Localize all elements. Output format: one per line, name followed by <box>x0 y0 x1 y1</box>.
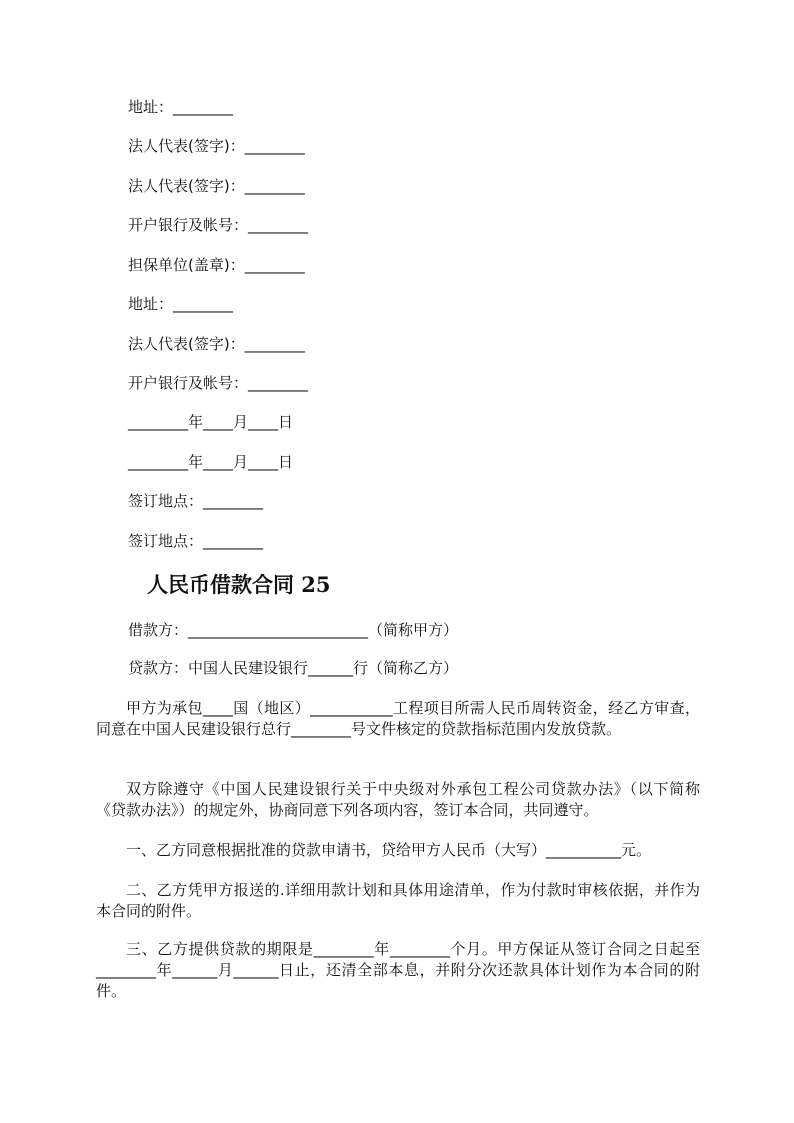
signature-legal-rep-2: 法人代表(签字)：________ <box>128 177 305 195</box>
paragraph-compliance: 双方除遵守《中国人民建设银行关于中央级对外承包工程公司贷款办法》（以下简称《贷款办法》）的规定外，协商同意下列各项内容，签订本合同，共同遵守。 <box>96 780 700 819</box>
signature-address-1: 地址：________ <box>128 98 234 116</box>
signature-bank-account-2: 开户银行及帐号：________ <box>128 374 309 392</box>
signature-guarantor-unit: 担保单位(盖章)：________ <box>128 256 305 274</box>
lender-line: 贷款方：中国人民建设银行______行（简称乙方） <box>128 659 459 677</box>
paragraph-clause-3: 三、乙方提供贷款的期限是________年________个月。甲方保证从签订合同之日起至________年______月______日止，还清全部本息，并附分次还款具体计划作为本合同的附件。 <box>96 940 700 1000</box>
contract-title: 人民币借款合同 25 <box>147 572 331 597</box>
signature-location-2: 签订地点：________ <box>128 532 264 550</box>
paragraph-purpose: 甲方为承包____国（地区）___________工程项目所需人民币周转资金，经乙方审查，同意在中国人民建设银行总行________号文件核定的贷款指标范围内发放贷款。 <box>96 699 700 738</box>
signature-bank-account-1: 开户银行及帐号：________ <box>128 216 309 234</box>
signature-date-1: ________年____月____日 <box>128 413 294 431</box>
signature-legal-rep-3: 法人代表(签字)：________ <box>128 335 305 353</box>
signature-address-2: 地址：________ <box>128 295 234 313</box>
borrower-line: 借款方：________________________（简称甲方） <box>128 621 459 639</box>
paragraph-clause-2: 二、乙方凭甲方报送的.详细用款计划和具体用途清单，作为付款时审核依据，并作为本合同的附件。 <box>96 881 700 920</box>
signature-location-1: 签订地点：________ <box>128 492 264 510</box>
signature-date-2: ________年____月____日 <box>128 453 294 471</box>
signature-legal-rep-1: 法人代表(签字)：________ <box>128 137 305 155</box>
paragraph-clause-1: 一、乙方同意根据批准的贷款申请书，贷给甲方人民币（大写）__________元。 <box>126 841 652 859</box>
